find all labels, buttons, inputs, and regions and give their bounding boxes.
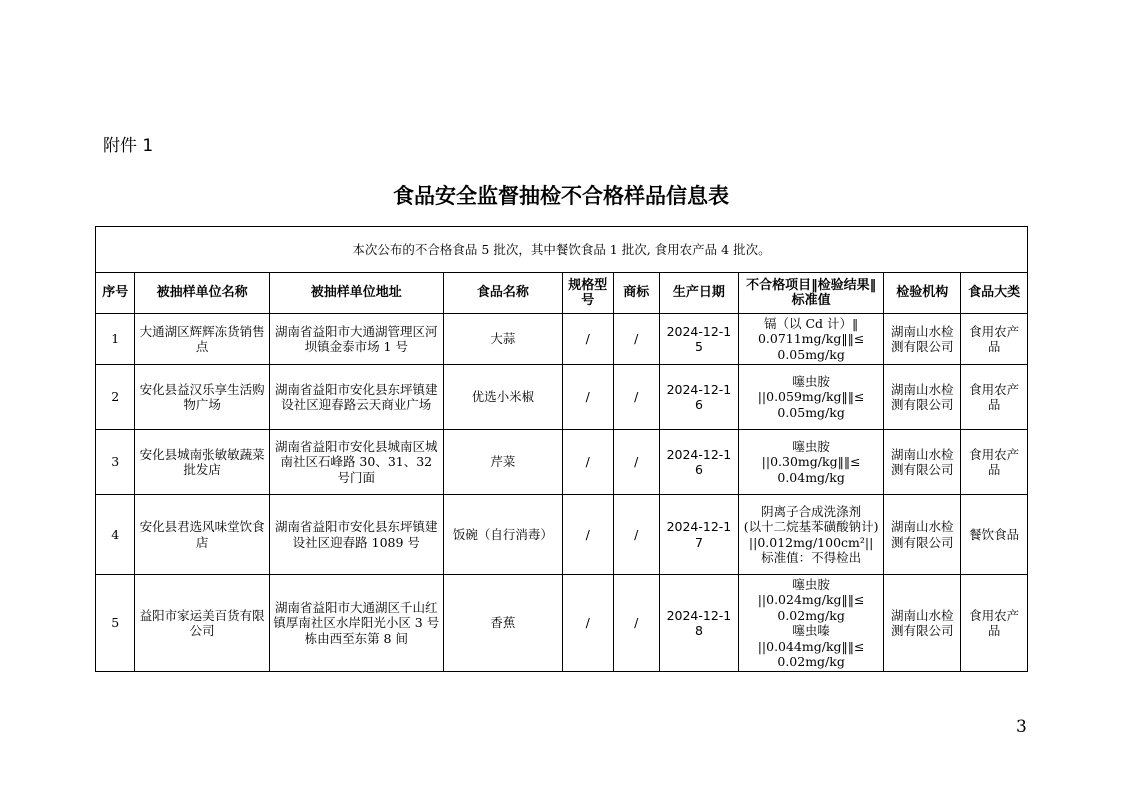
row-unit-name: 益阳市家运美百货有限公司 — [135, 575, 269, 672]
row-spec: / — [562, 495, 613, 575]
header-unit-address: 被抽样单位地址 — [269, 273, 443, 314]
header-brand: 商标 — [613, 273, 659, 314]
row-food-name: 大蒜 — [443, 314, 562, 365]
table-row — [96, 575, 1028, 672]
failed-item-line: 噻虫胺 — [792, 373, 830, 389]
header-lab: 检验机构 — [884, 273, 961, 314]
row-seq: 3 — [96, 430, 135, 495]
row-category: 食用农产品 — [961, 314, 1028, 365]
row-unit-address: 湖南省益阳市安化县城南区城南社区石峰路 30、31、32 号门面 — [269, 430, 443, 495]
row-failed-items — [738, 314, 884, 365]
page-title: 食品安全监督抽检不合格样品信息表 — [393, 184, 729, 208]
row-prod-date: 2024-12-16 — [660, 365, 739, 430]
sample-info-table — [95, 226, 1028, 672]
failed-item-line: 0.02mg/kg — [777, 654, 845, 669]
row-failed-items — [738, 430, 884, 495]
row-spec: / — [562, 575, 613, 672]
failed-item-line: 0.05mg/kg — [777, 404, 845, 420]
row-brand: / — [613, 314, 659, 365]
row-unit-name: 大通湖区辉辉冻货销售点 — [135, 314, 269, 365]
row-category: 餐饮食品 — [961, 495, 1028, 575]
failed-item-line: 噻虫嗪 — [792, 623, 830, 638]
header-category: 食品大类 — [961, 273, 1028, 314]
failed-item-line: 0.02mg/kg — [777, 607, 845, 623]
header-row — [96, 273, 1028, 314]
failed-item-line: 标准值：不得检出 — [761, 550, 862, 565]
row-brand: / — [613, 430, 659, 495]
row-food-name: 香蕉 — [443, 575, 562, 672]
row-failed-items — [738, 575, 884, 672]
row-unit-name: 安化县城南张敏敏蔬菜批发店 — [135, 430, 269, 495]
row-seq: 2 — [96, 365, 135, 430]
table-row — [96, 365, 1028, 430]
page-number: 3 — [1016, 717, 1027, 737]
row-seq: 4 — [96, 495, 135, 575]
row-lab: 湖南山水检测有限公司 — [884, 495, 961, 575]
failed-item-line: ||0.059mg/kg‖‖≤ — [757, 389, 865, 405]
failed-item-line: 0.0711mg/kg‖‖≤ — [757, 331, 865, 347]
row-seq: 1 — [96, 314, 135, 365]
table-row — [96, 495, 1028, 575]
failed-item-line: 噻虫胺 — [792, 438, 830, 454]
header-seq: 序号 — [96, 273, 135, 314]
row-unit-address: 湖南省益阳市大通湖管理区河坝镇金泰市场 1 号 — [269, 314, 443, 365]
row-spec: / — [562, 314, 613, 365]
failed-item-line: 镉（以 Cd 计）‖ — [763, 315, 859, 331]
row-spec: / — [562, 365, 613, 430]
summary-text: 本次公布的不合格食品 5 批次，其中餐饮食品 1 批次, 食用农产品 4 批次。 — [96, 227, 1028, 273]
row-food-name: 饭碗（自行消毒） — [443, 495, 562, 575]
row-lab: 湖南山水检测有限公司 — [884, 314, 961, 365]
table-row — [96, 314, 1028, 365]
failed-item-line: ||0.044mg/kg‖‖≤ — [757, 638, 865, 654]
failed-item-line: (以十二烷基苯磺酸钠计) — [743, 519, 879, 534]
row-prod-date: 2024-12-16 — [660, 430, 739, 495]
row-lab: 湖南山水检测有限公司 — [884, 430, 961, 495]
row-lab: 湖南山水检测有限公司 — [884, 575, 961, 672]
row-category: 食用农产品 — [961, 575, 1028, 672]
row-prod-date: 2024-12-18 — [660, 575, 739, 672]
row-food-name: 芹菜 — [443, 430, 562, 495]
row-lab: 湖南山水检测有限公司 — [884, 365, 961, 430]
header-food-name: 食品名称 — [443, 273, 562, 314]
header-failed-items: 不合格项目‖检验结果‖标准值 — [738, 273, 884, 314]
row-spec: / — [562, 430, 613, 495]
row-brand: / — [613, 575, 659, 672]
row-brand: / — [613, 365, 659, 430]
row-unit-name: 安化县君选风味堂饮食店 — [135, 495, 269, 575]
row-category: 食用农产品 — [961, 365, 1028, 430]
row-unit-address: 湖南省益阳市安化县东坪镇建设社区迎春路 1089 号 — [269, 495, 443, 575]
failed-item-line: ||0.024mg/kg‖‖≤ — [757, 592, 865, 607]
row-unit-name: 安化县益汉乐享生活购物广场 — [135, 365, 269, 430]
failed-item-line: 0.04mg/kg — [777, 469, 845, 485]
row-brand: / — [613, 495, 659, 575]
header-unit-name: 被抽样单位名称 — [135, 273, 269, 314]
row-unit-address: 湖南省益阳市大通湖区千山红镇厚南社区水岸阳光小区 3 号栋由西至东第 8 间 — [269, 575, 443, 672]
failed-item-line: ||0.30mg/kg‖‖≤ — [761, 454, 861, 470]
row-category: 食用农产品 — [961, 430, 1028, 495]
failed-item-line: ||0.012mg/100cm²|| — [748, 534, 874, 550]
header-spec: 规格型号 — [562, 273, 613, 314]
row-failed-items — [738, 495, 884, 575]
row-prod-date: 2024-12-17 — [660, 495, 739, 575]
row-food-name: 优选小米椒 — [443, 365, 562, 430]
failed-item-line: 0.05mg/kg — [777, 346, 845, 362]
row-seq: 5 — [96, 575, 135, 672]
failed-item-line: 噻虫胺 — [792, 576, 830, 592]
row-failed-items — [738, 365, 884, 430]
annex-label: 附件 1 — [103, 136, 154, 156]
table-row — [96, 430, 1028, 495]
table-body — [96, 314, 1028, 672]
header-prod-date: 生产日期 — [660, 273, 739, 314]
row-unit-address: 湖南省益阳市安化县东坪镇建设社区迎春路云天商业广场 — [269, 365, 443, 430]
summary-row — [96, 227, 1028, 273]
failed-item-line: 阴离子合成洗涤剂 — [761, 503, 862, 519]
row-prod-date: 2024-12-15 — [660, 314, 739, 365]
